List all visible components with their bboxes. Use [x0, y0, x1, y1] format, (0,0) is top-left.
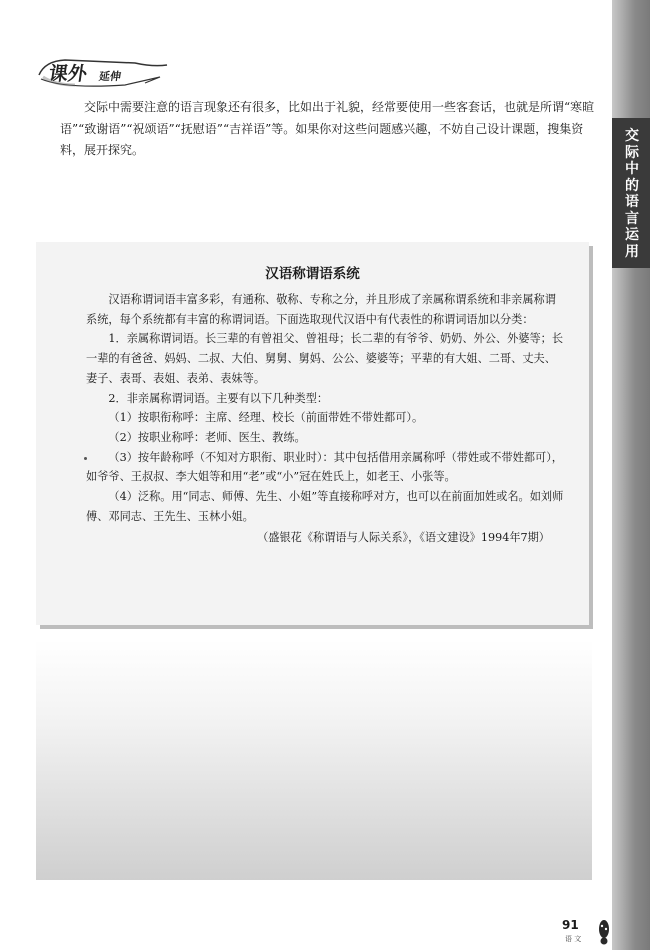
article-title: 汉语称谓语系统 — [265, 266, 360, 282]
article-subitem-1: （1）按职衔称呼：主席、经理、校长（前面带姓不带姓都可）。 — [108, 411, 424, 425]
article-item-1: 1．亲属称谓词语。长三辈的有曾祖父、曾祖母；长二辈的有爷爷、奶奶、外公、外婆等；长一辈的有爸爸、妈妈、二叔、大伯、舅舅、舅妈、公公、婆婆等；平辈的有大姐、二哥、丈夫、妻子、表哥、表姐、表弟、表妹等。 — [86, 332, 564, 385]
intro-paragraph: 交际中需要注意的语言现象还有很多，比如出于礼貌，经常要使用一些客套话，也就是所谓“寒暄语”“致谢语”“祝颂语”“抚慰语”“吉祥语”等。如果你对这些问题感兴趣，不妨自己设计课题，搜集资料，展开探究。 — [60, 100, 595, 157]
article-body — [86, 290, 566, 548]
badge-main-text: 课外 — [47, 63, 89, 85]
margin-dot — [84, 457, 87, 460]
section-badge — [35, 55, 175, 95]
page-number: 91 — [562, 918, 579, 932]
footprint-icon — [596, 917, 612, 945]
article-subitem-4: （4）泛称。用“同志、师傅、先生、小姐”等直接称呼对方，也可以在前面加姓或名。如刘师傅、邓同志、王先生、玉林小姐。 — [86, 490, 564, 523]
article-panel — [36, 242, 589, 625]
side-tab-label: 交际中的语言运用 — [625, 128, 639, 260]
article-subitem-2: （2）按职业称呼：老师、医生、教练。 — [108, 430, 306, 444]
badge-sub-text: 延伸 — [98, 70, 122, 83]
article-intro: 汉语称谓词语丰富多彩，有通称、敬称、专称之分，并且形成了亲属称谓系统和非亲属称谓系统，每个系统都有丰富的称谓词语。下面选取现代汉语中有代表性的称谓词语加以分类： — [86, 293, 556, 326]
article-subitem-3: （3）按年龄称呼（不知对方职衔、职业时）：其中包括借用亲属称呼（带姓或不带姓都可），如爷爷、王叔叔、李大姐等和用“老”或“小”冠在姓氏上，如老王、小张等。 — [86, 450, 563, 484]
lower-shaded-area — [36, 640, 592, 880]
footer-subject: 语 文 — [565, 935, 582, 943]
article-source: （盛银花《称谓语与人际关系》，《语文建设》1994年7期） — [257, 531, 550, 545]
article-item-2: 2．非亲属称谓词语。主要有以下几种类型： — [108, 391, 329, 405]
